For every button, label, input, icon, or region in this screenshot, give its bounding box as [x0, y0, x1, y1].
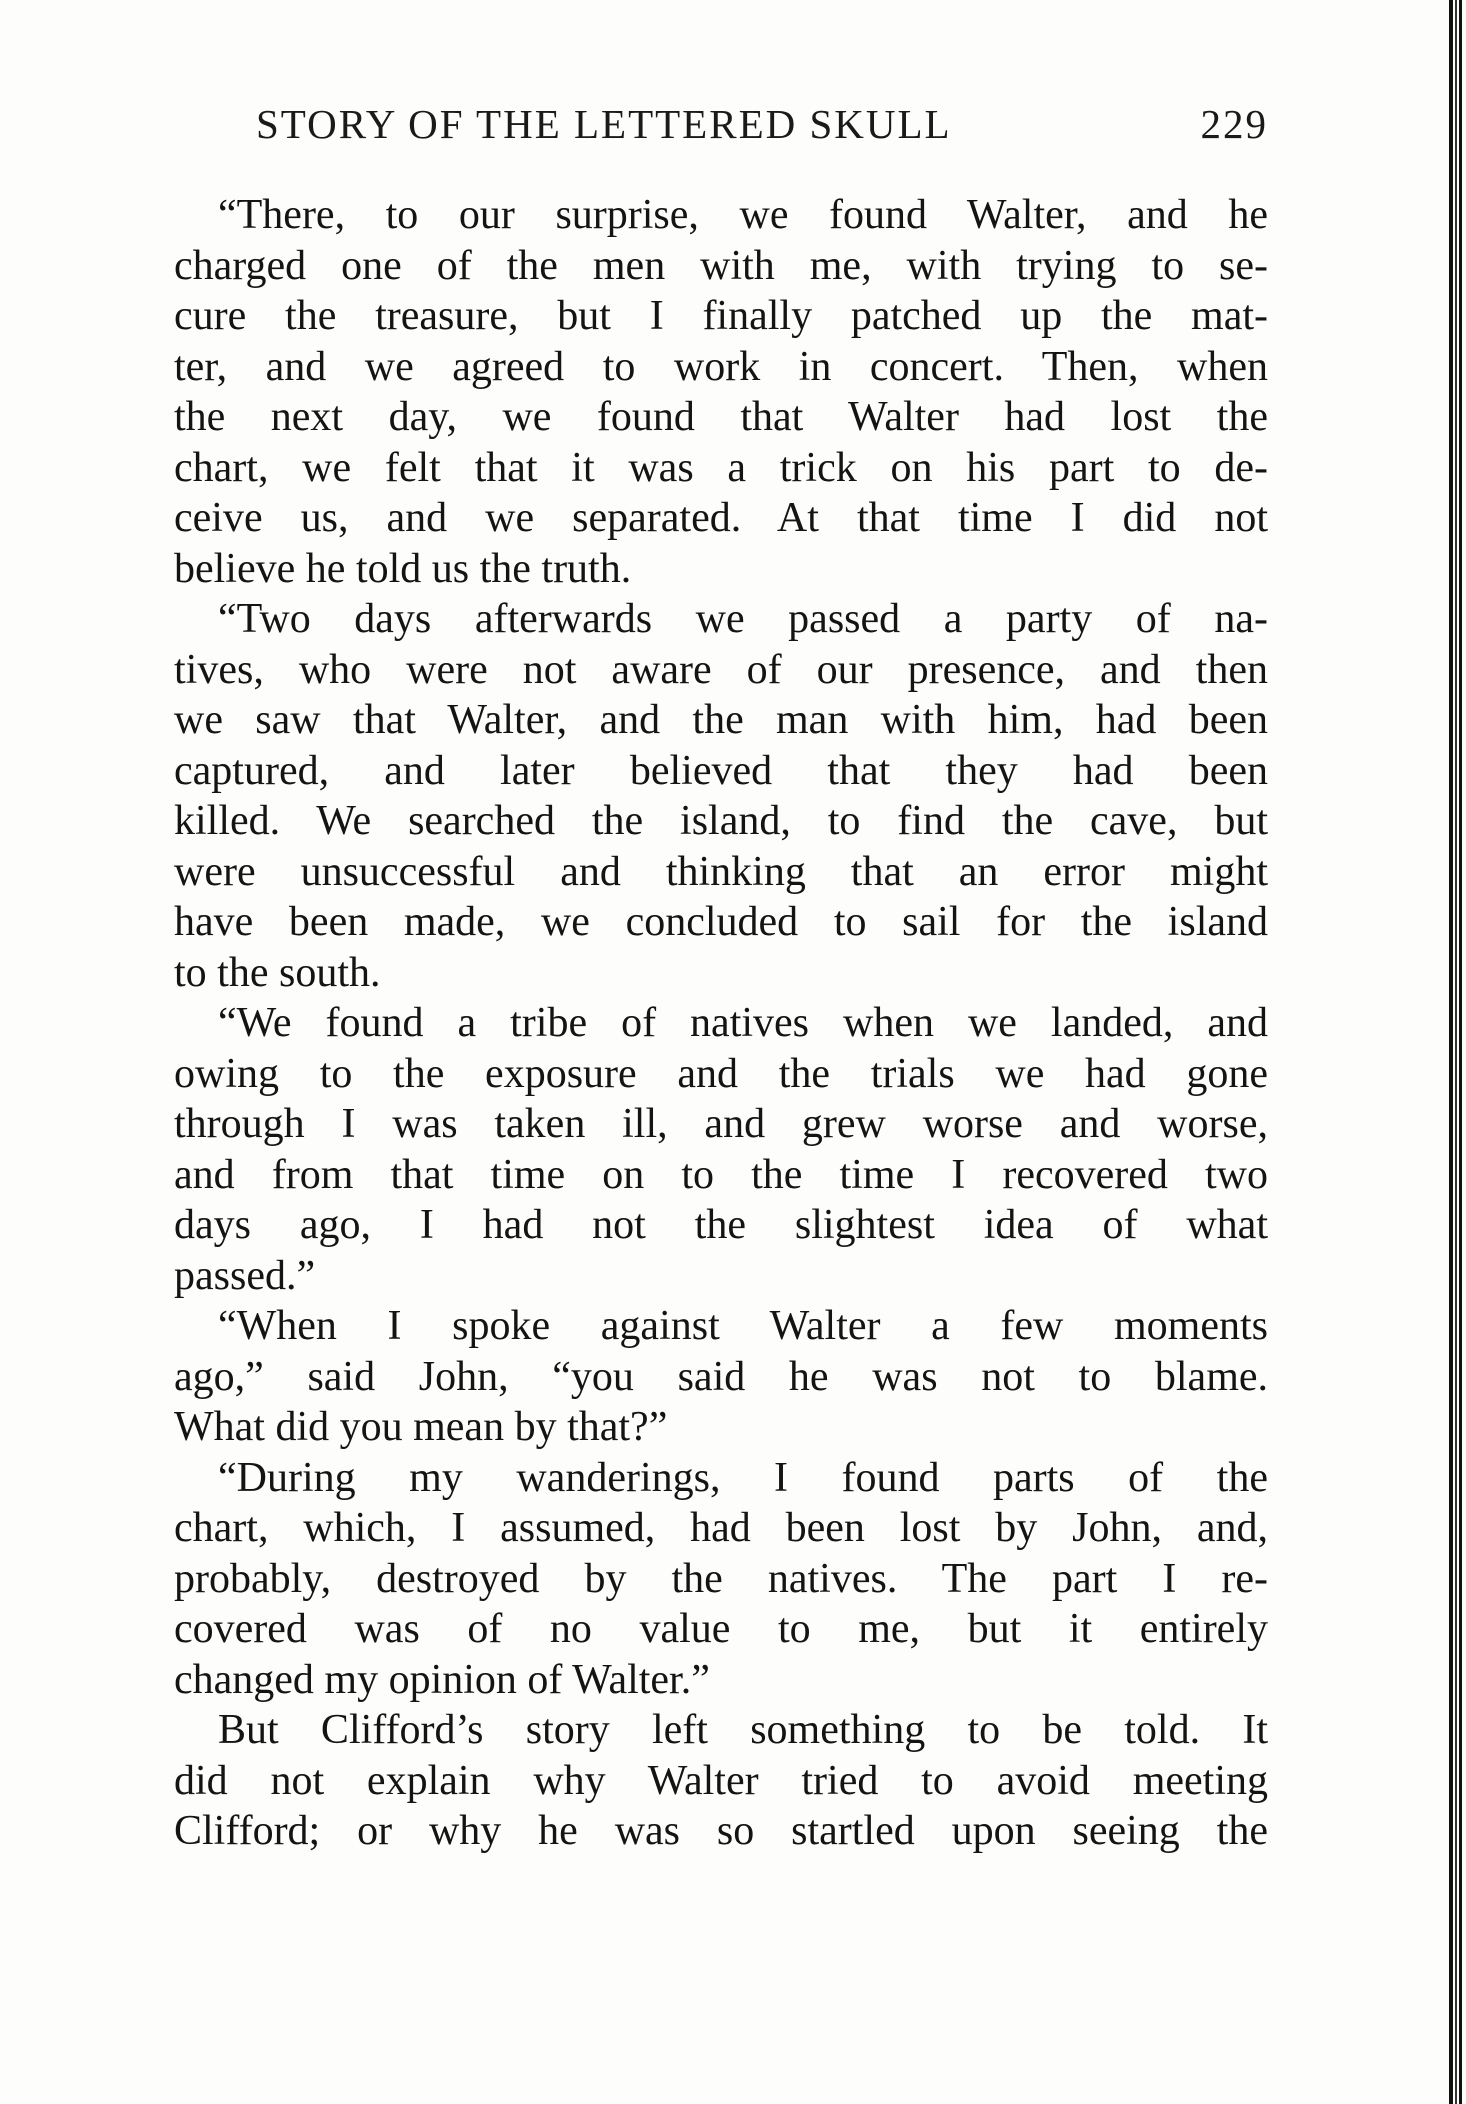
text-line: captured, and later believed that they had been	[174, 747, 1268, 794]
text-line: “During my wanderings, I found parts of the	[218, 1454, 1268, 1501]
text-line: “Two days afterwards we passed a party of na-	[218, 596, 1268, 642]
running-head-title: STORY OF THE LETTERED SKULL	[256, 101, 952, 147]
text-line: to the south.	[174, 949, 381, 996]
text-line: we saw that Walter, and the man with him, had been	[174, 697, 1268, 743]
paragraph	[174, 594, 1268, 998]
page-edge-shadow	[1459, 0, 1462, 2104]
text-line: and from that time on to the time I recovered two	[174, 1151, 1268, 1198]
paragraph	[174, 190, 1268, 594]
paragraph	[174, 1453, 1268, 1706]
text-line: probably, destroyed by the natives. The part I re-	[174, 1555, 1268, 1602]
text-line: chart, which, I assumed, had been lost by John, and,	[174, 1505, 1268, 1551]
body-text	[174, 190, 1268, 1857]
text-line: owing to the exposure and the trials we had gone	[174, 1050, 1268, 1097]
text-line: were unsuccessful and thinking that an error might	[174, 848, 1268, 895]
text-line: chart, we felt that it was a trick on his part to de-	[174, 444, 1268, 491]
text-line: days ago, I had not the slightest idea of what	[174, 1202, 1268, 1248]
text-line: “We found a tribe of natives when we landed, and	[218, 1000, 1268, 1046]
running-head	[256, 100, 1268, 160]
text-line: What did you mean by that?”	[174, 1404, 668, 1450]
text-line: changed my opinion of Walter.”	[174, 1656, 710, 1703]
page-number: 229	[1200, 101, 1268, 147]
paragraph	[174, 998, 1268, 1301]
text-line: passed.”	[174, 1252, 316, 1299]
paragraph	[174, 1301, 1268, 1453]
text-line: charged one of the men with me, with trying to se-	[174, 242, 1268, 289]
text-line: did not explain why Walter tried to avoid meeting	[174, 1757, 1268, 1804]
text-line: the next day, we found that Walter had lost the	[174, 394, 1268, 440]
text-line: have been made, we concluded to sail for the island	[174, 899, 1268, 945]
text-line: “When I spoke against Walter a few moments	[218, 1303, 1268, 1349]
text-line: Clifford; or why he was so startled upon seeing the	[174, 1808, 1268, 1854]
text-line: killed. We searched the island, to find the cave, but	[174, 798, 1268, 844]
page-edge-shadow	[1449, 0, 1453, 2104]
page-edge-shadow	[1455, 0, 1457, 2104]
text-line: ago,” said John, “you said he was not to blame.	[174, 1353, 1268, 1400]
text-line: tives, who were not aware of our presence, and then	[174, 646, 1268, 693]
text-line: believe he told us the truth.	[174, 545, 632, 592]
text-line: through I was taken ill, and grew worse and worse,	[174, 1101, 1268, 1147]
text-line: But Clifford’s story left something to be told. It	[218, 1707, 1268, 1753]
text-line: cure the treasure, but I finally patched up the mat-	[174, 293, 1268, 339]
text-line: ceive us, and we separated. At that time I did not	[174, 495, 1268, 541]
paragraph	[174, 1705, 1268, 1857]
text-line: “There, to our surprise, we found Walter, and he	[218, 192, 1268, 238]
text-line: covered was of no value to me, but it entirely	[174, 1606, 1268, 1652]
text-line: ter, and we agreed to work in concert. Then, when	[174, 343, 1268, 390]
